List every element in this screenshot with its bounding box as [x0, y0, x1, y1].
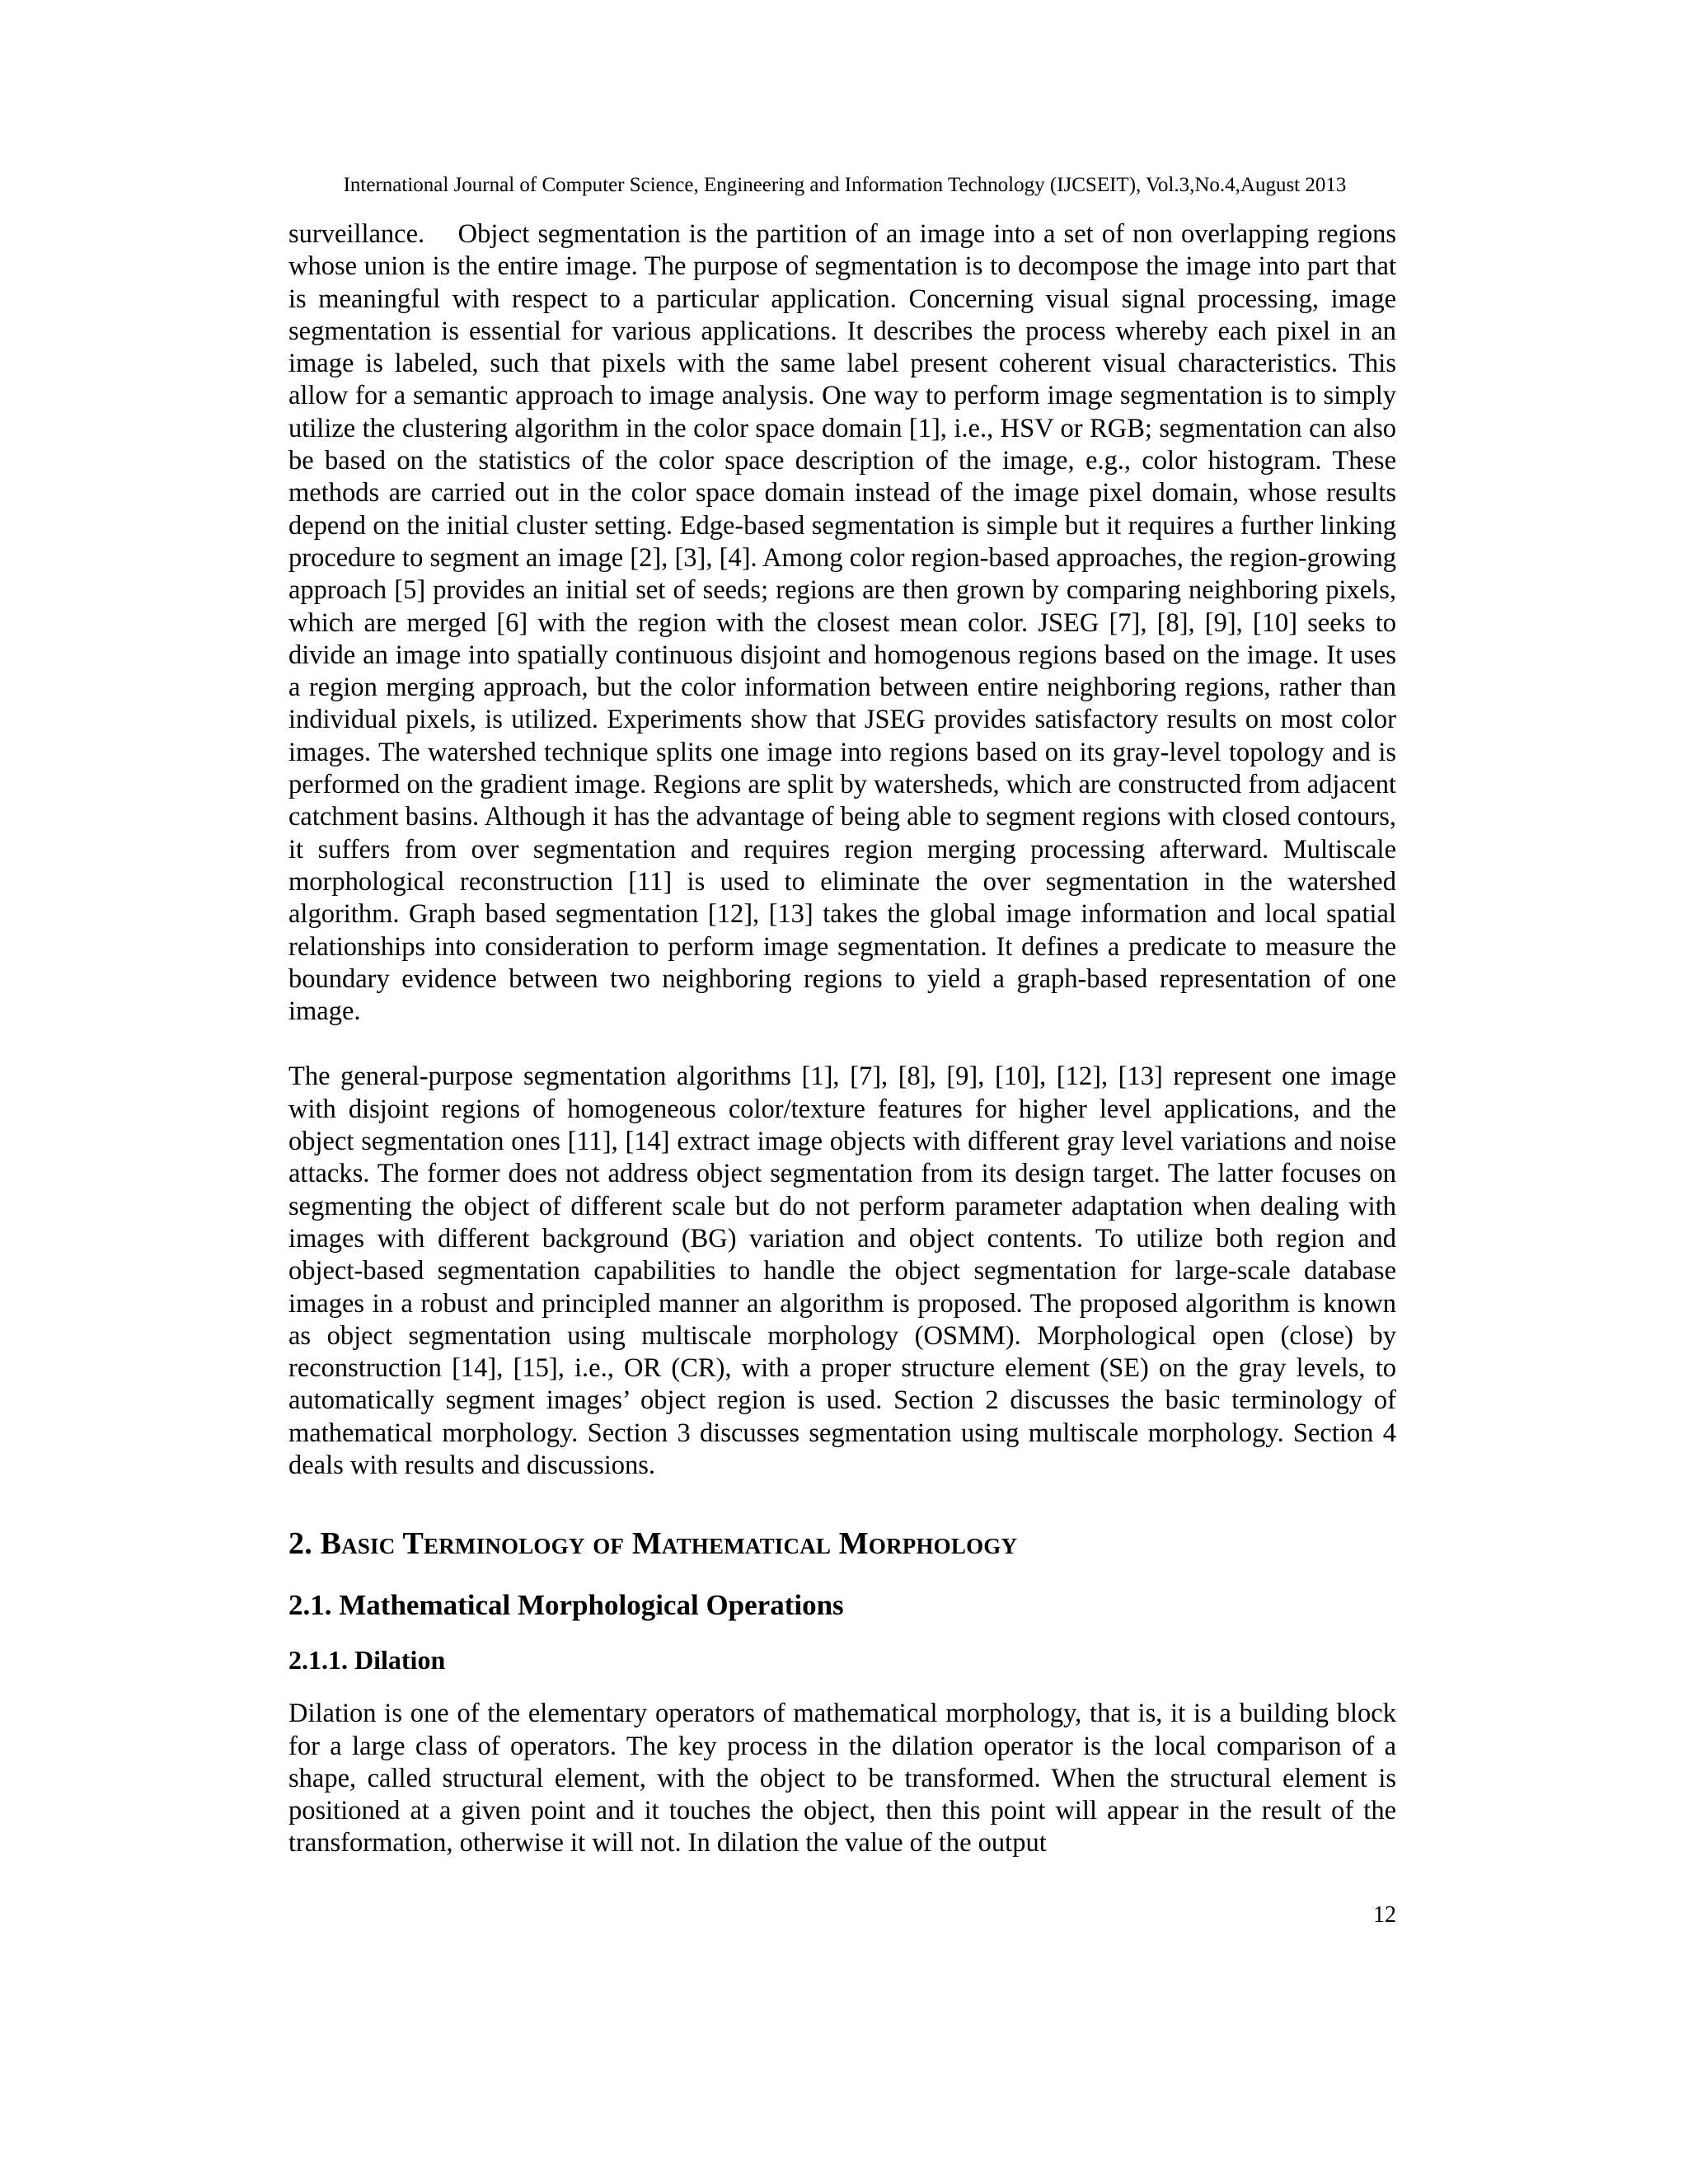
body-paragraph-2: The general-purpose segmentation algorithms [1], [7], [8], [9], [10], [12], [13] represent one image with disjoint regions of homogeneous color/texture features for higher level applications, and the object segmentation ones [11], [14] extract image objects with different gray level variations and noise attacks. The former does not address object segmentation from its design target. The latter focuses on segmenting the object of different scale but do not perform parameter adaptation when dealing with images with different background (BG) variation and object contents. To utilize both region and object-based segmentation capabilities to handle the object segmentation for large-scale database images in a robust and principled manner an algorithm is proposed. The proposed algorithm is known as object segmentation using multiscale morphology (OSMM). Morphological open (close) by reconstruction [14], [15], i.e., OR (CR), with a proper structure element (SE) on the gray levels, to automatically segment images’ object region is used. Section 2 discusses the basic terminology of mathematical morphology. Section 3 discusses segmentation using multiscale morphology. Section 4 deals with results and discussions. [288, 1062, 1396, 1480]
dilation-paragraph: Dilation is one of the elementary operators of mathematical morphology, that is, it is a building block for a large class of operators. The key process in the dilation operator is the local comparison of a shape, called structural element, with the object to be transformed. When the structural element is positioned at a given point and it touches the object, then this point will appear in the result of the transformation, otherwise it will not. In dilation the value of the output [288, 1699, 1396, 1858]
subsection-heading: 2.1. Mathematical Morphological Operations [288, 1589, 844, 1622]
page-number: 12 [1373, 1902, 1396, 1928]
subsubsection-heading: 2.1.1. Dilation [288, 1645, 446, 1675]
page-body [288, 218, 1396, 1860]
section-heading: 2. Basic Terminology of Mathematical Morphology [288, 1526, 1018, 1562]
body-paragraph-1: surveillance. Object segmentation is the partition of an image into a set of non overlapping regions whose union is the entire image. The purpose of segmentation is to decompose the image into part that is meaningful with respect to a particular application. Concerning visual signal processing, image segmentation is essential for various applications. It describes the process whereby each pixel in an image is labeled, such that pixels with the same label present coherent visual characteristics. This allow for a semantic approach to image analysis. One way to perform image segmentation is to simply utilize the clustering algorithm in the color space domain [1], i.e., HSV or RGB; segmentation can also be based on the statistics of the color space description of the image, e.g., color histogram. These methods are carried out in the color space domain instead of the image pixel domain, whose results depend on the initial cluster setting. Edge-based segmentation is simple but it requires a further linking procedure to segment an image [2], [3], [4]. Among color region-based approaches, the region-growing approach [5] provides an initial set of seeds; regions are then grown by comparing neighboring pixels, which are merged [6] with the region with the closest mean color. JSEG [7], [8], [9], [10] seeks to divide an image into spatially continuous disjoint and homogenous regions based on the image. It uses a region merging approach, but the color information between entire neighboring regions, rather than individual pixels, is utilized. Experiments show that JSEG provides satisfactory results on most color images. The watershed technique splits one image into regions based on its gray-level topology and is performed on the gradient image. Regions are split by watersheds, which are constructed from adjacent catchment basins. Although it has the advantage of being able to segment regions with closed contours, it suffers from over segmentation and requires region merging processing afterward. Multiscale morphological reconstruction [11] is used to eliminate the over segmentation in the watershed algorithm. Graph based segmentation [12], [13] takes the global image information and local spatial relationships into consideration to perform image segmentation. It defines a predicate to measure the boundary evidence between two neighboring regions to yield a graph-based representation of one image. [288, 219, 1396, 1027]
running-header: International Journal of Computer Science, Engineering and Information Technology (IJCSEIT), Vol.3,No.4,August 2013 [343, 174, 1347, 196]
